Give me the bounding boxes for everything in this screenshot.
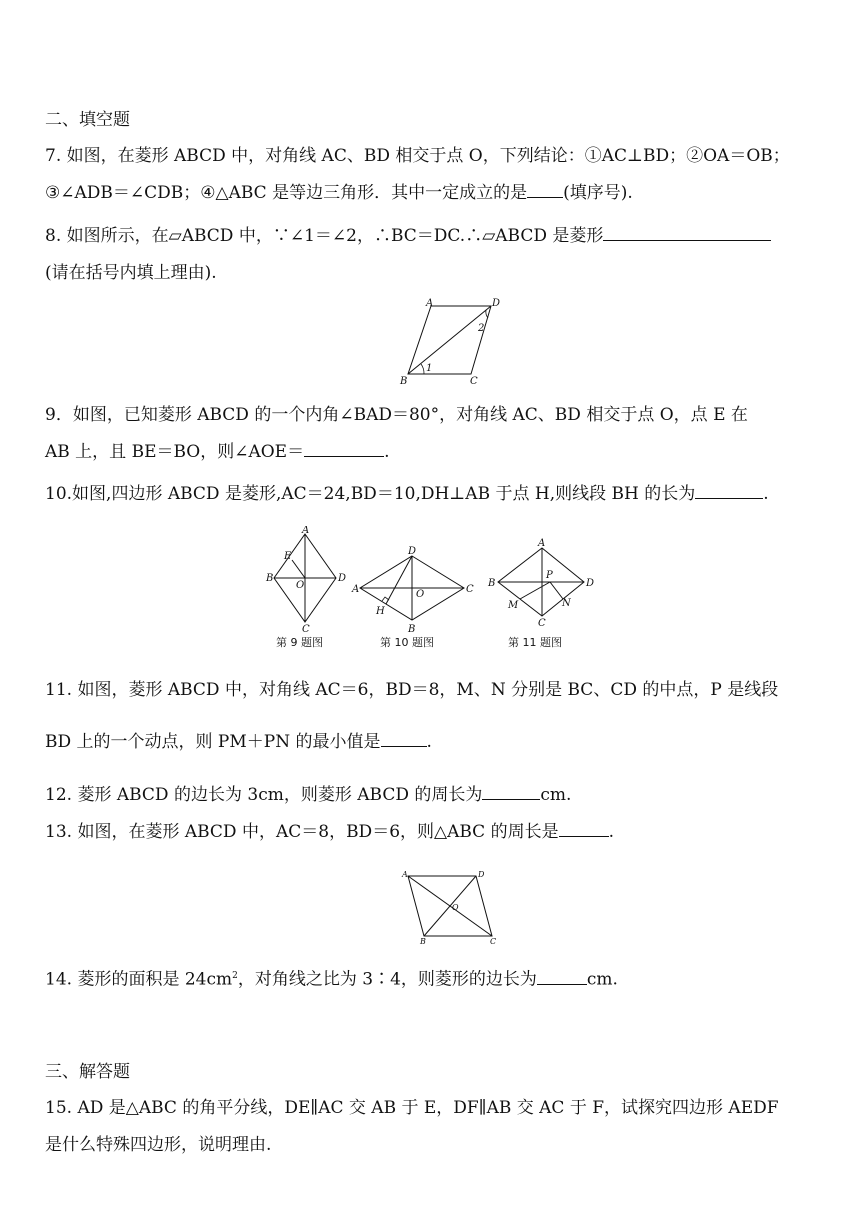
- q7-line2-end: (填序号).: [563, 183, 633, 203]
- q14-superscript: 2: [232, 971, 238, 981]
- label-C: C: [470, 376, 478, 387]
- fig13-label-C: C: [490, 937, 497, 946]
- q10-line1: [45, 482, 769, 506]
- answer-blank[interactable]: [527, 181, 563, 198]
- figure-q9: [265, 526, 346, 649]
- fig11-label-B: B: [488, 578, 496, 589]
- fig11-label-M: M: [508, 600, 519, 611]
- section-title-solutions: 三、解答题: [45, 1062, 130, 1082]
- q13-figure: [398, 868, 502, 948]
- fig9-label-B: B: [266, 573, 274, 584]
- q8-line1-text: 8. 如图所示，在▱ABCD 中，∵∠1＝∠2，∴BC＝DC.∴▱ABCD 是菱形: [45, 226, 604, 246]
- q14-line: [45, 964, 618, 992]
- q10-line1-text: 10.如图,四边形 ABCD 是菱形,AC＝24,BD＝10,DH⊥AB 于点 H,则线段 BH 的长为: [45, 484, 696, 504]
- q15-line1: 15. AD 是△ABC 的角平分线，DE∥AC 交 AB 于 E，DF∥AB 交 AC 于 F，试探究四边形 AEDF: [45, 1098, 779, 1118]
- fig11-label-D: D: [586, 578, 595, 589]
- angle-2-label: 2: [478, 323, 485, 334]
- q7-line1: 7. 如图，在菱形 ABCD 中，对角线 AC、BD 相交于点 O，下列结论：①AC⊥BD；②OA＝OB；: [45, 146, 790, 166]
- fig9-label-E: E: [284, 551, 292, 562]
- q10-line1-end: .: [763, 484, 769, 504]
- fig11-caption: 第 11 题图: [508, 636, 562, 649]
- fig10-label-O: O: [416, 589, 425, 600]
- fig9-label-A: A: [302, 526, 310, 536]
- section-title-fill-in: 二、填空题: [45, 110, 130, 130]
- fig10-label-H: H: [376, 606, 385, 617]
- answer-blank[interactable]: [695, 482, 763, 499]
- figure-q10: [351, 546, 474, 649]
- q8-figure: [396, 296, 506, 388]
- q7-line2-text: ③∠ADB＝∠CDB；④△ABC 是等边三角形．其中一定成立的是: [45, 183, 528, 203]
- q14-text-2: ，对角线之比为 3∶4，则菱形的边长为: [237, 969, 537, 990]
- fig11-label-N: N: [562, 598, 571, 609]
- fig11-label-C: C: [538, 618, 546, 629]
- fig10-label-C: C: [466, 584, 474, 595]
- figure-q11: [487, 538, 594, 649]
- angle-1-label: 1: [426, 363, 433, 374]
- q11-line2-end: .: [426, 732, 432, 752]
- q14-unit: cm.: [586, 969, 618, 990]
- fig13-label-D: D: [478, 870, 485, 879]
- answer-blank[interactable]: [304, 440, 384, 457]
- q9-line2: [45, 440, 390, 464]
- q12-line: [45, 783, 571, 807]
- q9-line2-end: .: [384, 442, 390, 462]
- fig9-label-O: O: [296, 580, 305, 591]
- q9-line1: 9．如图，已知菱形 ABCD 的一个内角∠BAD＝80°，对角线 AC、BD 相交于点 O，点 E 在: [45, 405, 748, 425]
- q12-text: 12. 菱形 ABCD 的边长为 3cm，则菱形 ABCD 的周长为: [45, 785, 483, 805]
- answer-blank[interactable]: [482, 783, 540, 800]
- q13-end: .: [608, 822, 614, 842]
- fig10-label-B: B: [408, 624, 416, 635]
- figures-row: [262, 526, 612, 654]
- fig9-label-C: C: [302, 624, 310, 635]
- fig13-label-O: O: [452, 903, 459, 912]
- answer-blank[interactable]: [381, 730, 427, 747]
- q14-text: 14. 菱形的面积是 24cm: [45, 969, 233, 990]
- fig11-label-A: A: [538, 538, 546, 549]
- label-A: A: [426, 298, 434, 309]
- fig10-label-A: A: [352, 584, 360, 595]
- fig13-label-A: A: [402, 870, 408, 879]
- q9-line2-text: AB 上，且 BE＝BO，则∠AOE＝: [45, 442, 305, 462]
- q8-line1: [45, 224, 771, 248]
- fig9-label-D: D: [338, 573, 347, 584]
- answer-blank[interactable]: [559, 820, 609, 837]
- q11-line2-text: BD 上的一个动点，则 PM＋PN 的最小值是: [45, 732, 381, 752]
- label-B: B: [400, 376, 408, 387]
- fig11-label-P: P: [546, 570, 553, 581]
- fig9-caption: 第 9 题图: [276, 636, 323, 649]
- q11-line2: [45, 730, 432, 754]
- fig10-label-D: D: [408, 546, 417, 557]
- fig13-label-B: B: [420, 937, 426, 946]
- q7-line2: [45, 181, 633, 205]
- answer-blank[interactable]: [603, 224, 771, 241]
- q13-text: 13. 如图，在菱形 ABCD 中，AC＝8，BD＝6，则△ABC 的周长是: [45, 822, 559, 842]
- fig10-caption: 第 10 题图: [380, 636, 434, 649]
- q13-line: [45, 820, 614, 844]
- label-D: D: [492, 298, 501, 309]
- answer-blank[interactable]: [537, 968, 587, 985]
- q12-unit: cm.: [540, 785, 572, 805]
- q8-line2: (请在括号内填上理由).: [45, 263, 217, 283]
- q15-line2: 是什么特殊四边形，说明理由.: [45, 1135, 272, 1155]
- q11-line1: 11. 如图，菱形 ABCD 中，对角线 AC＝6，BD＝8，M、N 分别是 BC、CD 的中点，P 是线段: [45, 680, 779, 700]
